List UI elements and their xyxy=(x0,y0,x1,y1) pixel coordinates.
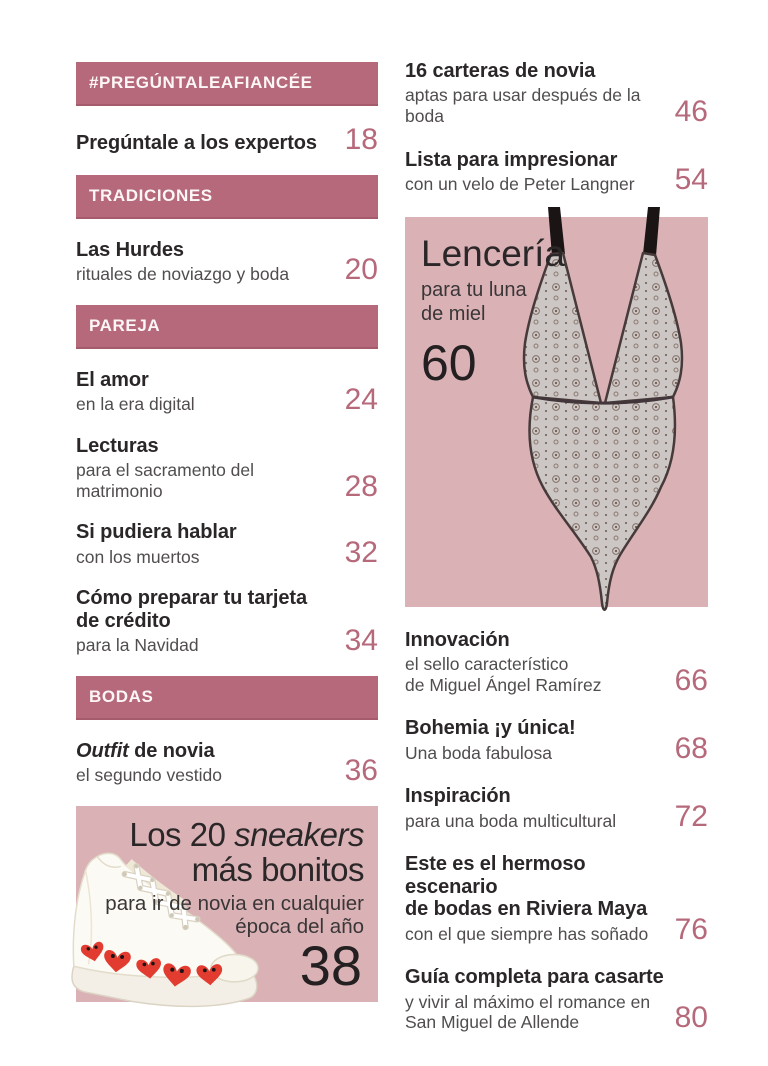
entry-text xyxy=(405,717,665,763)
entry-text xyxy=(76,587,335,655)
entry-title: Este es el hermoso escenario xyxy=(405,853,586,898)
feature-page-number: 60 xyxy=(421,335,477,392)
entry-page-number: 36 xyxy=(344,754,378,788)
lingerie-feature-text xyxy=(421,232,565,392)
entry-title: Lista para impresionar xyxy=(405,148,618,171)
toc-entry[interactable] xyxy=(76,369,378,415)
toc-entry[interactable] xyxy=(405,785,708,831)
toc-entry[interactable] xyxy=(405,853,708,944)
entry-title: Bohemia ¡y única! xyxy=(405,717,576,740)
entry-title: Si pudiera hablar xyxy=(76,521,237,544)
entry-text xyxy=(405,966,665,1033)
entry-text xyxy=(405,149,665,195)
entry-subtitle: para el sacramento del matrimonio xyxy=(76,459,255,501)
entry-title: de crédito xyxy=(76,609,171,632)
toc-right-column xyxy=(405,0,708,1033)
entry-text xyxy=(405,60,665,127)
entry-page-number: 34 xyxy=(344,624,378,658)
feature-subtitle: época del año xyxy=(235,915,364,939)
section-header: #PREGÚNTALEAFIANCÉE xyxy=(76,62,378,106)
entry-text xyxy=(76,740,335,786)
entry-text xyxy=(76,435,335,502)
entry-page-number: 54 xyxy=(674,163,708,197)
entry-subtitle: aptas para usar después de la boda xyxy=(405,85,641,127)
entry-title: Cómo preparar tu tarjeta xyxy=(76,587,307,610)
entry-subtitle: el sello característico xyxy=(405,654,569,675)
toc-entry[interactable] xyxy=(405,60,708,127)
entry-text xyxy=(76,521,335,567)
entry-title: Pregúntale a los expertos xyxy=(76,132,317,155)
entry-title: Outfit de novia xyxy=(76,739,215,762)
feature-page-number: 38 xyxy=(299,933,362,997)
entry-page-number: 20 xyxy=(344,253,378,287)
feature-title: Lencería xyxy=(421,232,565,274)
entry-title: Guía completa para casarte xyxy=(405,966,664,989)
toc-entry[interactable] xyxy=(76,435,378,502)
toc-entry[interactable] xyxy=(76,123,378,156)
toc-left-column xyxy=(76,0,378,1002)
section-header: TRADICIONES xyxy=(76,175,378,219)
entry-text xyxy=(405,629,665,696)
entry-subtitle: de Miguel Ángel Ramírez xyxy=(405,674,602,695)
entry-title: El amor xyxy=(76,368,149,391)
entry-page-number: 80 xyxy=(674,1001,708,1035)
entry-subtitle: Una boda fabulosa xyxy=(405,742,552,763)
entry-title: Inspiración xyxy=(405,785,511,808)
entry-page-number: 72 xyxy=(674,799,708,833)
entry-subtitle: y vivir al máximo el romance en xyxy=(405,991,651,1012)
feature-subtitle xyxy=(421,278,565,327)
entry-subtitle: con los muertos xyxy=(76,546,200,567)
entry-title: Innovación xyxy=(405,628,510,651)
feature-title: más bonitos xyxy=(191,850,364,888)
toc-entry[interactable] xyxy=(76,521,378,567)
feature-title: Los 20 sneakers xyxy=(129,815,364,853)
entry-text xyxy=(405,785,665,831)
toc-entry[interactable] xyxy=(405,717,708,763)
entry-page-number: 46 xyxy=(674,95,708,129)
entry-subtitle: San Miguel de Allende xyxy=(405,1012,580,1033)
entry-page-number: 66 xyxy=(674,663,708,697)
entry-subtitle: para la Navidad xyxy=(76,635,199,656)
entry-text xyxy=(405,853,665,944)
entry-text xyxy=(76,239,335,285)
section-header: BODAS xyxy=(76,676,378,720)
entry-subtitle: con un velo de Peter Langner xyxy=(405,174,635,195)
feature-subtitle: para ir de novia en cualquier xyxy=(105,891,364,915)
feature-subtitle-line: para tu luna xyxy=(421,278,527,301)
entry-text xyxy=(76,369,335,415)
entry-text xyxy=(76,132,335,154)
toc-entry[interactable] xyxy=(405,629,708,696)
entry-title: de bodas en Riviera Maya xyxy=(405,898,648,921)
section-header: PAREJA xyxy=(76,305,378,349)
entry-subtitle: para una boda multicultural xyxy=(405,810,617,831)
entry-page-number: 18 xyxy=(344,123,378,156)
entry-page-number: 76 xyxy=(674,912,708,946)
entry-subtitle: con el que siempre has soñado xyxy=(405,923,649,944)
toc-entry[interactable] xyxy=(76,239,378,285)
toc-entry[interactable] xyxy=(76,587,378,658)
sneakers-feature-text xyxy=(105,815,364,939)
toc-entry[interactable] xyxy=(405,966,708,1033)
sneakers-feature-card[interactable] xyxy=(76,806,378,1002)
entry-page-number: 24 xyxy=(344,383,378,417)
feature-subtitle-line: de miel xyxy=(421,303,486,326)
entry-title: Lecturas xyxy=(76,434,159,457)
entry-title: Las Hurdes xyxy=(76,238,184,261)
lingerie-feature-card[interactable] xyxy=(405,217,708,607)
entry-title: 16 carteras de novia xyxy=(405,60,596,82)
toc-entry[interactable] xyxy=(405,149,708,195)
entry-page-number: 68 xyxy=(674,731,708,765)
entry-subtitle: en la era digital xyxy=(76,393,195,414)
entry-subtitle: el segundo vestido xyxy=(76,765,222,786)
toc-entry[interactable] xyxy=(76,740,378,786)
entry-page-number: 28 xyxy=(344,469,378,503)
entry-subtitle: rituales de noviazgo y boda xyxy=(76,263,290,284)
entry-page-number: 32 xyxy=(344,535,378,569)
